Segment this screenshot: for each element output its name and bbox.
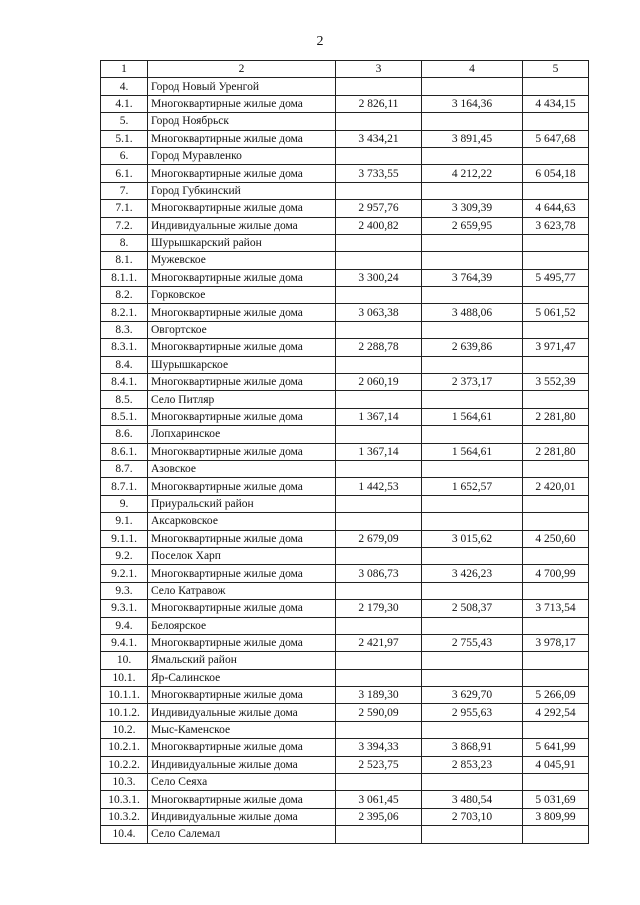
row-value-col-4: 4 212,22 <box>422 165 523 182</box>
row-name-cell: Азовское <box>148 460 336 477</box>
row-value-col-4 <box>422 287 523 304</box>
row-name-cell: Многоквартирные жилые дома <box>148 478 336 495</box>
row-value-col-4: 3 488,06 <box>422 304 523 321</box>
row-value-col-5: 3 978,17 <box>523 634 589 651</box>
header-col-1: 1 <box>101 61 148 78</box>
row-number-cell: 8.5.1. <box>101 408 148 425</box>
row-number-cell: 4. <box>101 78 148 95</box>
row-name-cell: Многоквартирные жилые дома <box>148 530 336 547</box>
row-value-col-4: 1 564,61 <box>422 408 523 425</box>
table-row <box>101 460 589 477</box>
row-value-col-4 <box>422 356 523 373</box>
row-name-cell: Шурышкарское <box>148 356 336 373</box>
row-value-col-5: 3 552,39 <box>523 374 589 391</box>
row-name-cell: Многоквартирные жилые дома <box>148 634 336 651</box>
row-name-cell: Мыс-Каменское <box>148 721 336 738</box>
row-number-cell: 4.1. <box>101 95 148 112</box>
row-value-col-3: 3 733,55 <box>336 165 422 182</box>
table-row <box>101 95 589 112</box>
row-number-cell: 10.3.1. <box>101 791 148 808</box>
row-value-col-4: 3 891,45 <box>422 130 523 147</box>
table-row <box>101 147 589 164</box>
row-value-col-4 <box>422 234 523 251</box>
header-col-5: 5 <box>523 61 589 78</box>
row-value-col-3: 3 394,33 <box>336 739 422 756</box>
row-value-col-5: 4 045,91 <box>523 756 589 773</box>
row-value-col-4 <box>422 669 523 686</box>
row-name-cell: Овгортское <box>148 321 336 338</box>
row-name-cell: Село Катравож <box>148 582 336 599</box>
row-value-col-3 <box>336 252 422 269</box>
row-value-col-3: 2 523,75 <box>336 756 422 773</box>
row-value-col-5: 5 266,09 <box>523 687 589 704</box>
row-value-col-4 <box>422 826 523 843</box>
table-row <box>101 530 589 547</box>
row-name-cell: Многоквартирные жилые дома <box>148 687 336 704</box>
table-row <box>101 808 589 825</box>
row-value-col-3: 2 957,76 <box>336 200 422 217</box>
row-value-col-3: 2 421,97 <box>336 634 422 651</box>
row-value-col-5: 2 420,01 <box>523 478 589 495</box>
row-value-col-3 <box>336 78 422 95</box>
row-value-col-3 <box>336 547 422 564</box>
row-name-cell: Аксарковское <box>148 513 336 530</box>
header-col-2: 2 <box>148 61 336 78</box>
row-value-col-5: 5 495,77 <box>523 269 589 286</box>
table-row <box>101 791 589 808</box>
row-value-col-5 <box>523 460 589 477</box>
row-value-col-4 <box>422 426 523 443</box>
row-value-col-3 <box>336 826 422 843</box>
row-value-col-3 <box>336 652 422 669</box>
row-value-col-3 <box>336 582 422 599</box>
row-number-cell: 10.2.1. <box>101 739 148 756</box>
row-value-col-4: 2 853,23 <box>422 756 523 773</box>
row-name-cell: Город Губкинский <box>148 182 336 199</box>
row-name-cell: Город Новый Уренгой <box>148 78 336 95</box>
table-row <box>101 565 589 582</box>
row-number-cell: 8.2.1. <box>101 304 148 321</box>
table-body <box>101 78 589 843</box>
row-value-col-4: 1 652,57 <box>422 478 523 495</box>
table-row <box>101 304 589 321</box>
row-number-cell: 9.1. <box>101 513 148 530</box>
row-value-col-4: 2 703,10 <box>422 808 523 825</box>
row-value-col-4: 3 426,23 <box>422 565 523 582</box>
row-value-col-3: 2 179,30 <box>336 600 422 617</box>
row-number-cell: 8.6.1. <box>101 443 148 460</box>
row-number-cell: 9.2.1. <box>101 565 148 582</box>
row-value-col-5: 3 713,54 <box>523 600 589 617</box>
row-number-cell: 8. <box>101 234 148 251</box>
row-value-col-3: 3 086,73 <box>336 565 422 582</box>
row-value-col-5: 2 281,80 <box>523 408 589 425</box>
row-name-cell: Индивидуальные жилые дома <box>148 217 336 234</box>
row-value-col-4 <box>422 617 523 634</box>
table-row <box>101 182 589 199</box>
row-value-col-3: 3 061,45 <box>336 791 422 808</box>
row-number-cell: 8.2. <box>101 287 148 304</box>
row-number-cell: 6. <box>101 147 148 164</box>
row-name-cell: Лопхаринское <box>148 426 336 443</box>
row-value-col-4 <box>422 252 523 269</box>
row-name-cell: Село Питляр <box>148 391 336 408</box>
table-row <box>101 165 589 182</box>
row-value-col-3: 3 300,24 <box>336 269 422 286</box>
table-row <box>101 339 589 356</box>
row-name-cell: Мужевское <box>148 252 336 269</box>
table-row <box>101 426 589 443</box>
row-value-col-3 <box>336 495 422 512</box>
row-value-col-4: 3 480,54 <box>422 791 523 808</box>
table-row <box>101 739 589 756</box>
row-name-cell: Многоквартирные жилые дома <box>148 200 336 217</box>
row-value-col-3 <box>336 617 422 634</box>
row-value-col-4 <box>422 721 523 738</box>
row-value-col-4: 3 764,39 <box>422 269 523 286</box>
row-value-col-4: 3 015,62 <box>422 530 523 547</box>
table-row <box>101 826 589 843</box>
row-number-cell: 10.3.2. <box>101 808 148 825</box>
row-value-col-3: 1 442,53 <box>336 478 422 495</box>
page-number: 2 <box>316 34 324 49</box>
table-row <box>101 113 589 130</box>
header-col-3: 3 <box>336 61 422 78</box>
table-row <box>101 547 589 564</box>
row-value-col-3 <box>336 426 422 443</box>
row-value-col-4: 2 373,17 <box>422 374 523 391</box>
row-number-cell: 8.3. <box>101 321 148 338</box>
row-name-cell: Белоярское <box>148 617 336 634</box>
row-value-col-4 <box>422 321 523 338</box>
table-row <box>101 200 589 217</box>
table-row <box>101 78 589 95</box>
row-name-cell: Многоквартирные жилые дома <box>148 739 336 756</box>
row-value-col-3 <box>336 287 422 304</box>
row-name-cell: Многоквартирные жилые дома <box>148 600 336 617</box>
row-value-col-5 <box>523 182 589 199</box>
row-value-col-5: 4 292,54 <box>523 704 589 721</box>
row-number-cell: 8.7. <box>101 460 148 477</box>
table-row <box>101 669 589 686</box>
row-value-col-3: 2 679,09 <box>336 530 422 547</box>
row-value-col-4: 3 309,39 <box>422 200 523 217</box>
row-value-col-5 <box>523 234 589 251</box>
row-name-cell: Приуральский район <box>148 495 336 512</box>
row-number-cell: 9.4.1. <box>101 634 148 651</box>
row-value-col-4 <box>422 547 523 564</box>
row-value-col-5: 6 054,18 <box>523 165 589 182</box>
row-number-cell: 5. <box>101 113 148 130</box>
row-value-col-3: 3 063,38 <box>336 304 422 321</box>
row-value-col-3: 3 189,30 <box>336 687 422 704</box>
row-value-col-5: 2 281,80 <box>523 443 589 460</box>
row-value-col-3 <box>336 182 422 199</box>
row-name-cell: Индивидуальные жилые дома <box>148 756 336 773</box>
row-name-cell: Многоквартирные жилые дома <box>148 304 336 321</box>
row-value-col-3 <box>336 147 422 164</box>
table-row <box>101 234 589 251</box>
row-value-col-3: 1 367,14 <box>336 408 422 425</box>
row-value-col-4: 2 955,63 <box>422 704 523 721</box>
table-row <box>101 374 589 391</box>
row-number-cell: 10.4. <box>101 826 148 843</box>
row-value-col-4 <box>422 774 523 791</box>
row-value-col-4: 2 755,43 <box>422 634 523 651</box>
row-value-col-5: 4 644,63 <box>523 200 589 217</box>
row-value-col-5 <box>523 774 589 791</box>
row-value-col-3 <box>336 513 422 530</box>
row-value-col-5 <box>523 113 589 130</box>
row-value-col-5 <box>523 826 589 843</box>
row-value-col-5: 3 971,47 <box>523 339 589 356</box>
row-value-col-5: 4 250,60 <box>523 530 589 547</box>
table-row <box>101 600 589 617</box>
row-value-col-4: 2 659,95 <box>422 217 523 234</box>
row-value-col-3: 3 434,21 <box>336 130 422 147</box>
table-row <box>101 704 589 721</box>
row-number-cell: 8.4. <box>101 356 148 373</box>
row-value-col-5 <box>523 252 589 269</box>
row-name-cell: Многоквартирные жилые дома <box>148 374 336 391</box>
row-value-col-5 <box>523 547 589 564</box>
row-value-col-3 <box>336 721 422 738</box>
row-value-col-5 <box>523 582 589 599</box>
row-value-col-3: 1 367,14 <box>336 443 422 460</box>
row-value-col-3 <box>336 234 422 251</box>
row-value-col-4 <box>422 147 523 164</box>
table-row <box>101 478 589 495</box>
row-value-col-5 <box>523 617 589 634</box>
row-value-col-3 <box>336 356 422 373</box>
row-number-cell: 10.3. <box>101 774 148 791</box>
row-value-col-3 <box>336 669 422 686</box>
row-name-cell: Село Сеяха <box>148 774 336 791</box>
row-number-cell: 10. <box>101 652 148 669</box>
row-name-cell: Поселок Харп <box>148 547 336 564</box>
row-value-col-3: 2 590,09 <box>336 704 422 721</box>
row-value-col-5 <box>523 495 589 512</box>
table-row <box>101 582 589 599</box>
row-value-col-5: 5 061,52 <box>523 304 589 321</box>
row-value-col-4 <box>422 182 523 199</box>
row-value-col-4 <box>422 113 523 130</box>
row-value-col-5 <box>523 652 589 669</box>
row-value-col-4 <box>422 460 523 477</box>
table-row <box>101 513 589 530</box>
row-number-cell: 10.2.2. <box>101 756 148 773</box>
row-value-col-3 <box>336 774 422 791</box>
row-value-col-4: 2 639,86 <box>422 339 523 356</box>
row-number-cell: 10.2. <box>101 721 148 738</box>
row-value-col-5: 3 623,78 <box>523 217 589 234</box>
row-value-col-5 <box>523 426 589 443</box>
table-row <box>101 217 589 234</box>
table-row <box>101 356 589 373</box>
row-number-cell: 7.2. <box>101 217 148 234</box>
row-value-col-4 <box>422 652 523 669</box>
row-number-cell: 7.1. <box>101 200 148 217</box>
row-name-cell: Город Муравленко <box>148 147 336 164</box>
row-name-cell: Ямальский район <box>148 652 336 669</box>
row-value-col-5: 4 434,15 <box>523 95 589 112</box>
row-name-cell: Многоквартирные жилые дома <box>148 791 336 808</box>
row-number-cell: 9. <box>101 495 148 512</box>
row-number-cell: 7. <box>101 182 148 199</box>
row-value-col-4: 3 868,91 <box>422 739 523 756</box>
row-value-col-4 <box>422 582 523 599</box>
row-number-cell: 8.5. <box>101 391 148 408</box>
row-name-cell: Многоквартирные жилые дома <box>148 269 336 286</box>
row-value-col-5: 5 641,99 <box>523 739 589 756</box>
tariff-table <box>100 60 589 844</box>
row-value-col-5 <box>523 513 589 530</box>
row-number-cell: 9.2. <box>101 547 148 564</box>
row-number-cell: 10.1.2. <box>101 704 148 721</box>
row-value-col-5 <box>523 356 589 373</box>
table-row <box>101 774 589 791</box>
table-row <box>101 756 589 773</box>
row-name-cell: Село Салемал <box>148 826 336 843</box>
row-number-cell: 5.1. <box>101 130 148 147</box>
row-value-col-5 <box>523 321 589 338</box>
row-name-cell: Индивидуальные жилые дома <box>148 808 336 825</box>
table-row <box>101 252 589 269</box>
row-name-cell: Горковское <box>148 287 336 304</box>
row-number-cell: 8.4.1. <box>101 374 148 391</box>
table-row <box>101 443 589 460</box>
row-name-cell: Многоквартирные жилые дома <box>148 130 336 147</box>
row-number-cell: 9.4. <box>101 617 148 634</box>
table-row <box>101 408 589 425</box>
row-value-col-5 <box>523 669 589 686</box>
row-name-cell: Многоквартирные жилые дома <box>148 408 336 425</box>
row-name-cell: Город Ноябрьск <box>148 113 336 130</box>
row-value-col-3 <box>336 460 422 477</box>
row-value-col-3: 2 395,06 <box>336 808 422 825</box>
table-row <box>101 721 589 738</box>
row-value-col-4 <box>422 391 523 408</box>
table-row <box>101 617 589 634</box>
header-row <box>101 61 589 78</box>
row-name-cell: Шурышкарский район <box>148 234 336 251</box>
row-value-col-5 <box>523 147 589 164</box>
row-number-cell: 8.1. <box>101 252 148 269</box>
row-name-cell: Многоквартирные жилые дома <box>148 339 336 356</box>
row-number-cell: 8.7.1. <box>101 478 148 495</box>
row-value-col-5 <box>523 391 589 408</box>
row-name-cell: Индивидуальные жилые дома <box>148 704 336 721</box>
row-name-cell: Многоквартирные жилые дома <box>148 565 336 582</box>
row-value-col-3 <box>336 113 422 130</box>
row-name-cell: Многоквартирные жилые дома <box>148 443 336 460</box>
row-value-col-4: 3 164,36 <box>422 95 523 112</box>
row-value-col-3: 2 060,19 <box>336 374 422 391</box>
row-value-col-5: 3 809,99 <box>523 808 589 825</box>
header-col-4: 4 <box>422 61 523 78</box>
row-value-col-4 <box>422 513 523 530</box>
row-value-col-3: 2 400,82 <box>336 217 422 234</box>
row-value-col-5 <box>523 78 589 95</box>
table-row <box>101 391 589 408</box>
row-number-cell: 9.3.1. <box>101 600 148 617</box>
table-row <box>101 130 589 147</box>
row-value-col-5: 5 647,68 <box>523 130 589 147</box>
row-value-col-4: 2 508,37 <box>422 600 523 617</box>
row-number-cell: 9.1.1. <box>101 530 148 547</box>
row-value-col-3: 2 826,11 <box>336 95 422 112</box>
table-row <box>101 652 589 669</box>
row-number-cell: 6.1. <box>101 165 148 182</box>
row-number-cell: 9.3. <box>101 582 148 599</box>
row-name-cell: Яр-Салинское <box>148 669 336 686</box>
row-number-cell: 8.6. <box>101 426 148 443</box>
row-value-col-5: 4 700,99 <box>523 565 589 582</box>
row-value-col-3: 2 288,78 <box>336 339 422 356</box>
row-value-col-3 <box>336 321 422 338</box>
row-value-col-5: 5 031,69 <box>523 791 589 808</box>
row-number-cell: 10.1.1. <box>101 687 148 704</box>
row-value-col-3 <box>336 391 422 408</box>
row-value-col-4 <box>422 78 523 95</box>
table-row <box>101 634 589 651</box>
row-number-cell: 10.1. <box>101 669 148 686</box>
row-name-cell: Многоквартирные жилые дома <box>148 165 336 182</box>
table-row <box>101 495 589 512</box>
row-value-col-5 <box>523 721 589 738</box>
table-header <box>101 61 589 78</box>
row-value-col-4: 1 564,61 <box>422 443 523 460</box>
row-number-cell: 8.3.1. <box>101 339 148 356</box>
table-row <box>101 287 589 304</box>
row-value-col-4: 3 629,70 <box>422 687 523 704</box>
row-value-col-5 <box>523 287 589 304</box>
table-row <box>101 321 589 338</box>
row-value-col-4 <box>422 495 523 512</box>
row-name-cell: Многоквартирные жилые дома <box>148 95 336 112</box>
row-number-cell: 8.1.1. <box>101 269 148 286</box>
table-row <box>101 687 589 704</box>
table-row <box>101 269 589 286</box>
